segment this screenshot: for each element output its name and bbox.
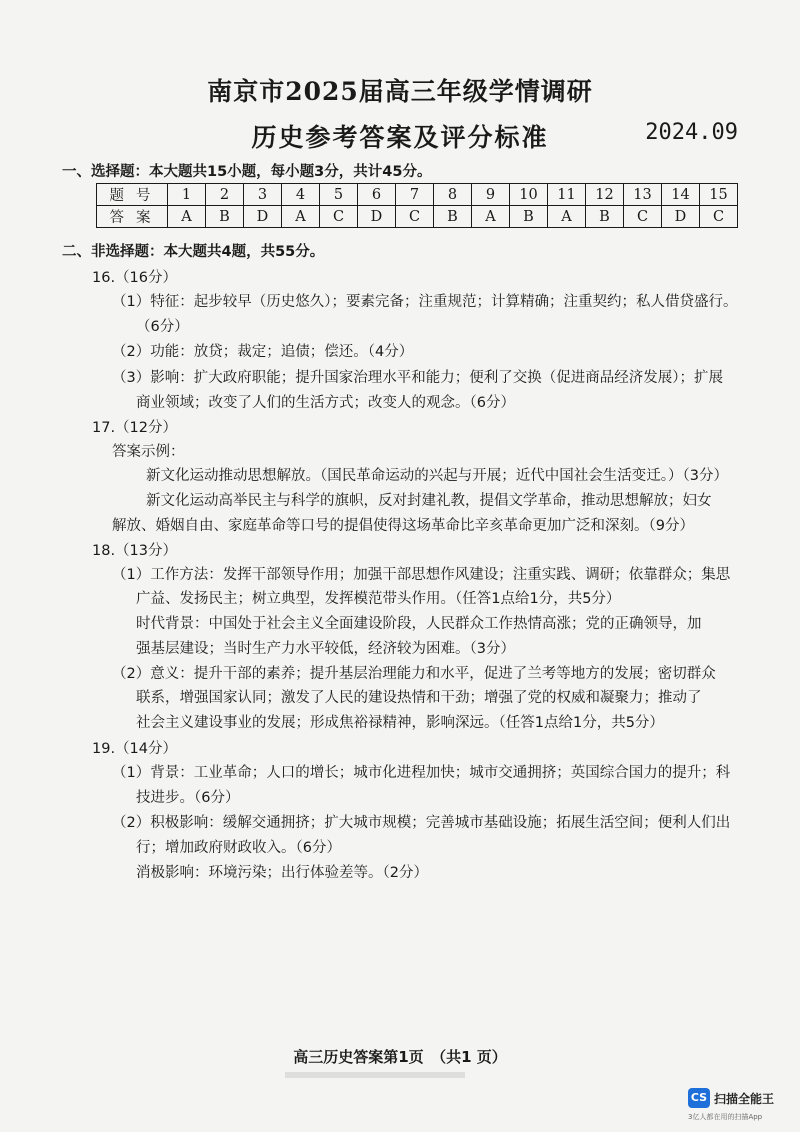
q-number: 11 (548, 184, 586, 206)
q-number: 4 (282, 184, 320, 206)
q19-part2: （2）积极影响：缓解交通拥挤；扩大城市规模；完善城市基础设施；拓展生活空间；便利人们出 (112, 815, 731, 831)
q19-part2-cont: 行；增加政府财政收入。（6分） (136, 840, 341, 856)
scanner-app-tagline: 3亿人都在用的扫描App (688, 1113, 763, 1121)
answer-row (97, 206, 738, 228)
section2-heading: 二、非选择题：本大题共4题，共55分。 (62, 244, 325, 260)
q-number: 15 (700, 184, 738, 206)
q-number: 8 (434, 184, 472, 206)
row-label-answer: 答案 (97, 206, 168, 228)
q18-background-cont: 强基层建设；当时生产力水平较低，经济较为困难。（3分） (136, 641, 515, 657)
q16-part1-score: （6分） (136, 319, 189, 335)
answer-cell: C (624, 206, 662, 228)
q16-part1: （1）特征：起步较早（历史悠久）；要素完备；注重规范；计算精确；注重契约；私人借贷盛行。 (112, 294, 738, 310)
q-number: 6 (358, 184, 396, 206)
q16-part3-cont: 商业领域；改变了人们的生活方式；改变人的观念。（6分） (136, 395, 515, 411)
q18-part2-cont2: 社会主义建设事业的发展；形成焦裕禄精神，影响深远。（任答1点给1分，共5分） (136, 715, 664, 731)
q16-heading: 16.（16分） (92, 270, 178, 286)
q17-example-label: 答案示例： (112, 444, 185, 460)
scanner-logo-icon: CS (688, 1088, 710, 1108)
q19-negative: 消极影响：环境污染；出行体验差等。（2分） (136, 865, 428, 881)
q19-heading: 19.（14分） (92, 741, 178, 757)
date-label: 2024.09 (645, 120, 738, 145)
q18-part2-cont1: 联系，增强国家认同；激发了人民的建设热情和干劲；增强了党的权威和凝聚力；推动了 (136, 690, 702, 706)
q-number: 10 (510, 184, 548, 206)
page-footer: 高三历史答案第1页 （共1 页） (293, 1048, 507, 1066)
answer-cell: A (472, 206, 510, 228)
q17-line1: 新文化运动推动思想解放。（国民革命运动的兴起与开展；近代中国社会生活变迁。）（3分） (146, 468, 728, 484)
q18-heading: 18.（13分） (92, 543, 178, 559)
q19-part1-cont: 技进步。（6分） (136, 790, 240, 806)
scanner-app-name: 扫描全能王 (714, 1092, 775, 1106)
row-label-question: 题号 (97, 184, 168, 206)
answer-cell: A (282, 206, 320, 228)
answer-cell: D (358, 206, 396, 228)
answer-cell: A (168, 206, 206, 228)
q-number: 5 (320, 184, 358, 206)
q-number: 2 (206, 184, 244, 206)
q-number: 7 (396, 184, 434, 206)
q-number: 14 (662, 184, 700, 206)
answer-cell: D (244, 206, 282, 228)
section1-heading: 一、选择题：本大题共15小题，每小题3分，共计45分。 (62, 164, 432, 180)
question-number-row (97, 184, 738, 206)
answer-table (96, 183, 738, 228)
answer-cell: C (396, 206, 434, 228)
q16-part3: （3）影响：扩大政府职能；提升国家治理水平和能力；便利了交换（促进商品经济发展）；扩展 (112, 370, 723, 386)
answer-cell: C (320, 206, 358, 228)
answer-cell: B (206, 206, 244, 228)
q18-part2: （2）意义：提升干部的素养；提升基层治理能力和水平，促进了兰考等地方的发展；密切群众 (112, 666, 716, 682)
q-number: 9 (472, 184, 510, 206)
q17-heading: 17.（12分） (92, 420, 178, 436)
title-line-1: 南京市2025届高三年级学情调研 (207, 77, 593, 106)
q-number: 12 (586, 184, 624, 206)
scan-smudge (285, 1072, 465, 1078)
q17-line2: 新文化运动高举民主与科学的旗帜，反对封建礼教，提倡文学革命，推动思想解放；妇女 (146, 493, 712, 509)
q18-part1-cont: 广益、发扬民主；树立典型，发挥模范带头作用。（任答1点给1分，共5分） (136, 591, 621, 607)
q-number: 1 (168, 184, 206, 206)
q16-part2: （2）功能：放贷；裁定；追债；偿还。（4分） (112, 344, 414, 360)
answer-cell: B (434, 206, 472, 228)
answer-cell: B (510, 206, 548, 228)
q18-background: 时代背景：中国处于社会主义全面建设阶段，人民群众工作热情高涨；党的正确领导，加 (136, 616, 702, 632)
q18-part1: （1）工作方法：发挥干部领导作用；加强干部思想作风建设；注重实践、调研；依靠群众；集思 (112, 567, 731, 583)
answer-cell: C (700, 206, 738, 228)
answer-cell: A (548, 206, 586, 228)
q-number: 13 (624, 184, 662, 206)
scanner-watermark (688, 1084, 800, 1124)
q19-part1: （1）背景：工业革命；人口的增长；城市化进程加快；城市交通拥挤；英国综合国力的提升；科 (112, 765, 731, 781)
q-number: 3 (244, 184, 282, 206)
answer-cell: B (586, 206, 624, 228)
q17-line3: 解放、婚姻自由、家庭革命等口号的提倡使得这场革命比辛亥革命更加广泛和深刻。（9分） (112, 518, 694, 534)
answer-cell: D (662, 206, 700, 228)
title-line-2: 历史参考答案及评分标准 (251, 123, 549, 152)
